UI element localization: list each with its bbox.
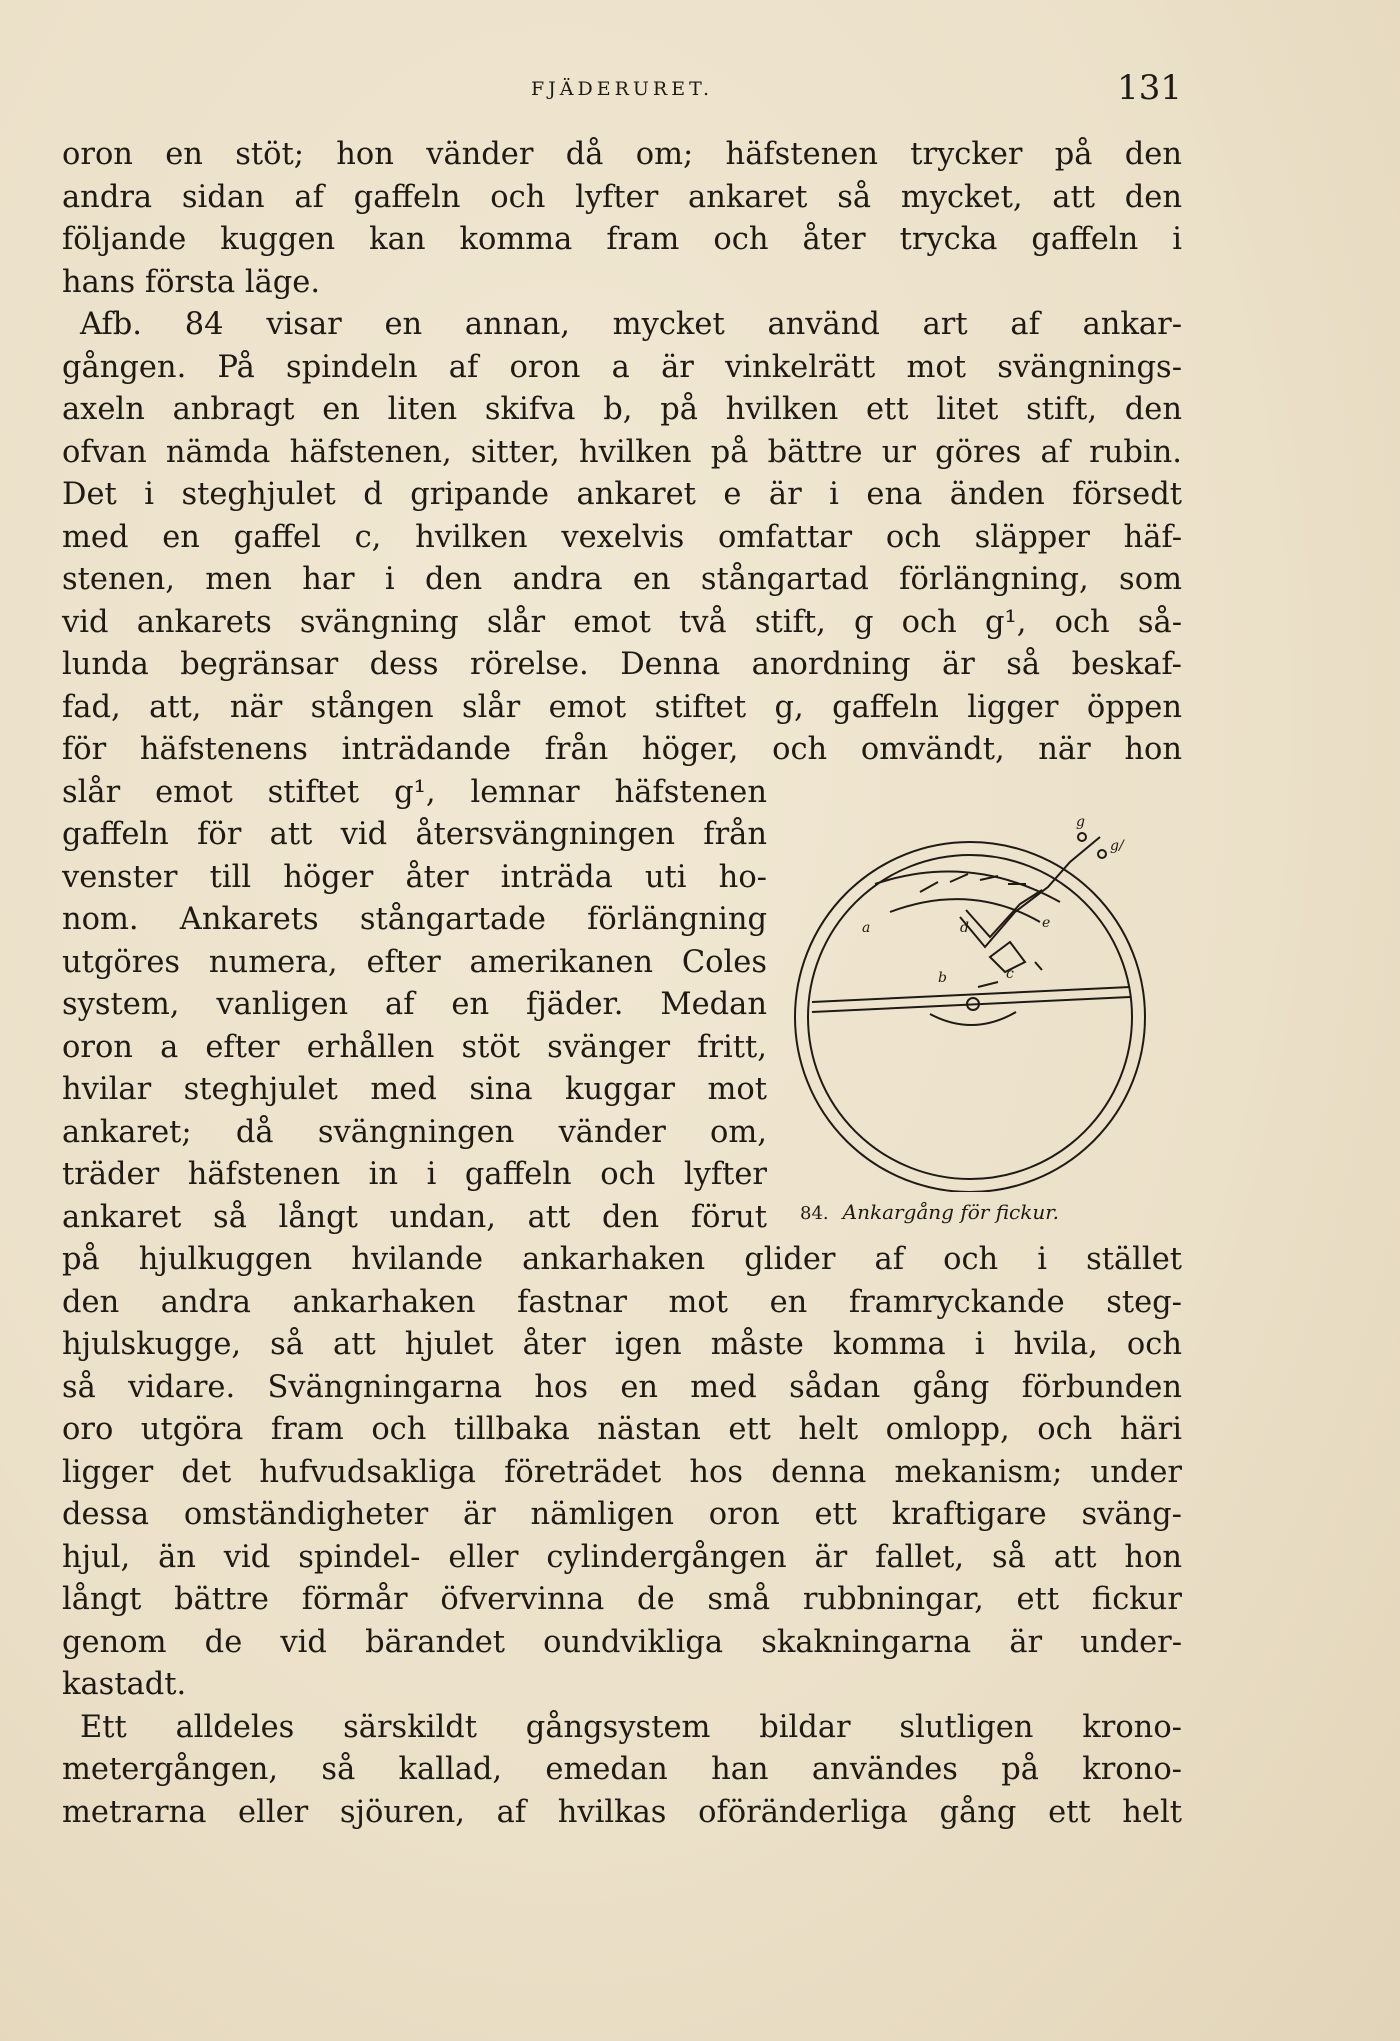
text-line: hjul, än vid spindel- eller cylindergången är fallet, så att hon	[62, 1539, 1182, 1575]
text-line: metergången, så kallad, emedan han användes på krono-	[62, 1752, 1182, 1787]
text-line: ankaret; då svängningen vänder om,	[62, 1114, 767, 1150]
text-line: genom de vid bärandet oundvikliga skakningarna är under-	[62, 1624, 1182, 1660]
label-a: a	[862, 920, 871, 936]
text-line: träder häfstenen in i gaffeln och lyfter	[62, 1157, 767, 1192]
text-line: vid ankarets svängning slår emot två stift, g och g¹, och så-	[62, 604, 1182, 640]
text-line: andra sidan af gaffeln och lyfter ankaret så mycket, att den	[62, 179, 1182, 215]
page-header	[62, 68, 1182, 118]
text-line: metrarna eller sjöuren, af hvilkas oföränderliga gång ett helt	[62, 1794, 1182, 1830]
text-line: ankaret så långt undan, att den förut	[62, 1199, 767, 1235]
text-line: följande kuggen kan komma fram och åter trycka gaffeln i	[62, 222, 1182, 257]
banking-pin-g	[1078, 833, 1086, 841]
text-line: med en gaffel c, hvilken vexelvis omfattar och släpper häf-	[62, 519, 1182, 555]
text-line: nom. Ankarets stångartade förlängning	[62, 902, 767, 937]
text-line: oron en stöt; hon vänder då om; häfstenen trycker på den	[62, 137, 1182, 172]
text-line: gaffeln för att vid återsvängningen från	[62, 817, 767, 852]
escape-wheel-arc	[875, 872, 1060, 902]
label-g1: g/	[1110, 838, 1124, 854]
text-line: fad, att, när stången slår emot stiftet g, gaffeln ligger öppen	[62, 689, 1182, 725]
label-d: d	[960, 920, 969, 936]
text-line: ligger det hufvudsakliga företrädet hos denna mekanism; under	[62, 1454, 1182, 1490]
text-line: för häfstenens inträdande från höger, och omvändt, när hon	[62, 732, 1182, 767]
text-line: venster till höger åter inträda uti ho-	[62, 859, 767, 895]
figure-caption-text: Ankargång för fickur.	[842, 1200, 1059, 1224]
roller-table	[930, 1012, 1016, 1025]
text-line: långt bättre förmår öfvervinna de små rubbningar, ett fickur	[62, 1582, 1182, 1617]
text-line: så vidare. Svängningarna hos en med sådan gång förbunden	[62, 1369, 1182, 1405]
page-number: 131	[1117, 68, 1182, 108]
balance-rim-outer	[795, 842, 1145, 1192]
text-line: Det i steghjulet d gripande ankaret e är i ena änden försedt	[62, 477, 1182, 512]
label-e: e	[1042, 915, 1051, 931]
label-g: g	[1076, 814, 1085, 830]
text-line: Ett alldeles särskildt gångsystem bildar slutligen krono-	[80, 1709, 1182, 1745]
text-line: hans första läge.	[62, 264, 321, 300]
banking-pin-g1	[1098, 850, 1106, 858]
text-line: oron a efter erhållen stöt svänger fritt,	[62, 1029, 767, 1065]
figure-anchor-escapement	[780, 792, 1160, 1232]
text-line: stenen, men har i den andra en stångartad förlängning, som	[62, 562, 1182, 597]
text-line: på hjulkuggen hvilande ankarhaken glider af och i stället	[62, 1242, 1182, 1277]
text-line: slår emot stiftet g¹, lemnar häfstenen	[62, 774, 767, 810]
text-line: hvilar steghjulet med sina kuggar mot	[62, 1072, 767, 1107]
text-line: utgöres numera, efter amerikanen Coles	[62, 944, 767, 980]
text-line: den andra ankarhaken fastnar mot en framryckande steg-	[62, 1284, 1182, 1320]
text-line: ofvan nämda häfstenen, sitter, hvilken på bättre ur göres af rubin.	[62, 434, 1182, 470]
text-line: system, vanligen af en fjäder. Medan	[62, 987, 767, 1022]
label-b: b	[938, 970, 947, 986]
text-line: dessa omständigheter är nämligen oron ett kraftigare sväng-	[62, 1497, 1182, 1532]
text-line: lunda begränsar dess rörelse. Denna anordning är så beskaf-	[62, 647, 1182, 682]
text-line: gången. På spindeln af oron a är vinkelrätt mot svängnings-	[62, 349, 1182, 385]
figure-caption	[800, 1200, 1160, 1224]
figure-number: 84.	[800, 1203, 829, 1224]
balance-rim-inner	[808, 855, 1132, 1179]
text-line: oro utgöra fram och tillbaka nästan ett helt omlopp, och häri	[62, 1412, 1182, 1447]
escapement-illustration	[780, 792, 1160, 1192]
running-title: FJÄDERURET.	[530, 78, 714, 100]
label-c: c	[1006, 966, 1014, 982]
text-line: kastadt.	[62, 1667, 187, 1702]
text-line: hjulskugge, så att hjulet åter igen måste komma i hvila, och	[62, 1327, 1182, 1362]
text-line: Afb. 84 visar en annan, mycket använd art af ankar-	[80, 307, 1182, 342]
text-line: axeln anbragt en liten skifva b, på hvilken ett litet stift, den	[62, 392, 1182, 427]
